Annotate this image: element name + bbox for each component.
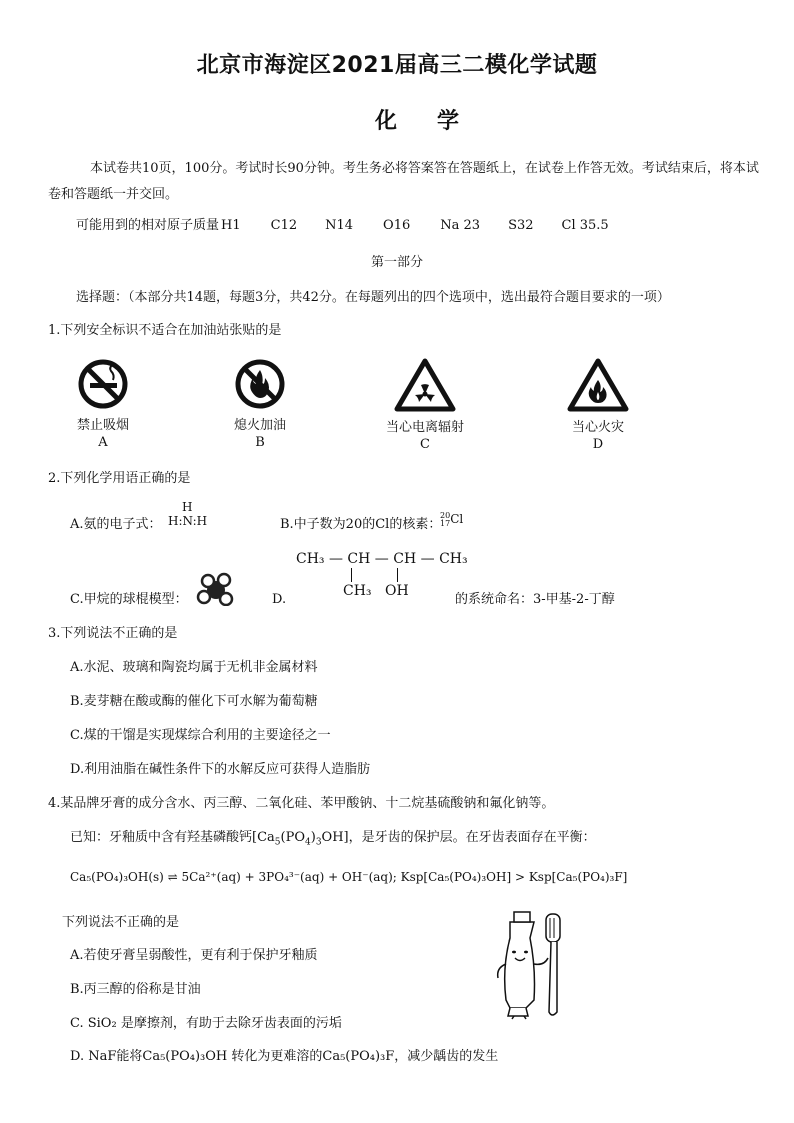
sign-letter: A bbox=[98, 435, 108, 450]
atomic-number: 17 bbox=[440, 519, 451, 528]
sign-caption: 熄火加油 bbox=[233, 418, 286, 433]
structural-formula-main: CH₃ — CH — CH — CH₃ bbox=[296, 551, 468, 567]
q2-option-c-label: C.甲烷的球棍模型： bbox=[70, 592, 188, 607]
q4-known-prefix: 已知：牙釉质中含有羟基磷酸钙[Ca bbox=[70, 830, 275, 845]
question-2-stem: 2.下列化学用语正确的是 bbox=[48, 471, 191, 486]
fire-warning-icon bbox=[567, 358, 629, 412]
sign-option-d bbox=[553, 358, 643, 452]
mass-item: C12 bbox=[270, 218, 298, 233]
sign-option-a bbox=[58, 358, 148, 450]
toothpaste-cartoon-icon bbox=[488, 908, 572, 1020]
sign-letter: B bbox=[255, 435, 265, 450]
bond-line bbox=[351, 568, 352, 582]
q4-option: B.丙三醇的俗称是甘油 bbox=[70, 982, 201, 997]
q2-option-b-label: B.中子数为20的Cl的核素： bbox=[280, 517, 442, 532]
subject-title: 化学 bbox=[374, 109, 499, 134]
exam-title: 北京市海淀区2021届高三二模化学试题 bbox=[196, 53, 598, 78]
mass-item: Cl 35.5 bbox=[561, 218, 609, 233]
mass-item: H1 bbox=[221, 218, 241, 233]
question-1-stem: 1.下列安全标识不适合在加油站张贴的是 bbox=[48, 323, 282, 338]
atomic-masses bbox=[76, 217, 609, 235]
q4-option: A.若使牙膏呈弱酸性，更有利于保护牙釉质 bbox=[70, 948, 318, 963]
q4-known: 已知：牙釉质中含有羟基磷酸钙$[Ca_5(PO_4)_3OH]$，是牙齿的保护层。在牙齿表面存在平衡： bbox=[70, 830, 596, 848]
question-4-stem: 4.某品牌牙膏的成分含水、丙三醇、二氧化硅、苯甲酸钠、十二烷基硫酸钠和氟化钠等。 bbox=[48, 796, 555, 811]
q4-equilibrium: Ca₅(PO₄)₃OH(s) ⇌ 5Ca²⁺(aq) + 3PO₄³⁻(aq) + OH⁻(aq); Ksp[Ca₅(PO₄)₃OH] > Ksp[Ca₅(PO₄)₃F] bbox=[70, 870, 628, 884]
element-symbol: Cl bbox=[450, 512, 464, 526]
sign-option-c bbox=[360, 358, 490, 452]
mass-item: N14 bbox=[325, 218, 354, 233]
sign-option-b bbox=[215, 358, 305, 450]
q4-option: C. SiO₂ 是摩擦剂，有助于去除牙齿表面的污垢 bbox=[70, 1016, 342, 1031]
q2-option-d-label: D. bbox=[272, 592, 287, 607]
q4-option: D. NaF能将Ca₅(PO₄)₃OH 转化为更难溶的Ca₅(PO₄)₃F，减少龋齿的发生 bbox=[70, 1049, 499, 1064]
exam-instructions: 本试卷共10页，100分。考试时长90分钟。考生务必将答案答在答题纸上，在试卷上作答无效。考试结束后，将本试卷和答题纸一并交回。 bbox=[48, 161, 759, 202]
sign-caption: 当心电离辐射 bbox=[385, 420, 464, 435]
sign-caption: 禁止吸烟 bbox=[76, 418, 129, 433]
no-fire-icon bbox=[234, 358, 286, 410]
mass-number: 20 bbox=[440, 511, 451, 520]
sign-letter: D bbox=[592, 437, 604, 452]
ammonia-electron-formula: H:N:H bbox=[168, 514, 208, 528]
methane-ball-stick-icon bbox=[194, 572, 238, 606]
part-instructions: 选择题：（本部分共14题，每题3分，共42分。在每题列出的四个选项中，选出最符合题目要求的一项） bbox=[76, 290, 670, 305]
radiation-warning-icon bbox=[394, 358, 456, 412]
q3-option: C.煤的干馏是实现煤综合利用的主要途径之一 bbox=[70, 728, 331, 743]
part-heading: 第一部分 bbox=[370, 255, 423, 270]
mass-item: Na 23 bbox=[440, 218, 481, 233]
bond-line bbox=[397, 568, 398, 582]
ammonia-h-top: H bbox=[182, 500, 193, 514]
chlorine-nuclide bbox=[440, 512, 463, 528]
sign-letter: C bbox=[420, 437, 430, 452]
q4-sub-stem: 下列说法不正确的是 bbox=[62, 915, 180, 930]
mass-item: O16 bbox=[383, 218, 411, 233]
structural-formula-hydroxyl: OH bbox=[385, 583, 409, 599]
q4-known-suffix: OH]，是牙齿的保护层。在牙齿表面存在平衡： bbox=[321, 830, 596, 845]
masses-label: 可能用到的相对原子质量 bbox=[76, 218, 220, 233]
mass-item: S32 bbox=[508, 218, 534, 233]
structural-formula-methyl: CH₃ bbox=[343, 583, 372, 599]
sign-caption: 当心火灾 bbox=[571, 420, 624, 435]
q2-option-a-label: A.氨的电子式： bbox=[70, 517, 162, 532]
q3-option: A.水泥、玻璃和陶瓷均属于无机非金属材料 bbox=[70, 660, 318, 675]
no-smoking-icon bbox=[77, 358, 129, 410]
q3-option: D.利用油脂在碱性条件下的水解反应可获得人造脂肪 bbox=[70, 762, 371, 777]
question-3-stem: 3.下列说法不正确的是 bbox=[48, 626, 178, 641]
q2-option-d-name: 的系统命名：3-甲基-2-丁醇 bbox=[455, 592, 615, 607]
q3-option: B.麦芽糖在酸或酶的催化下可水解为葡萄糖 bbox=[70, 694, 318, 709]
